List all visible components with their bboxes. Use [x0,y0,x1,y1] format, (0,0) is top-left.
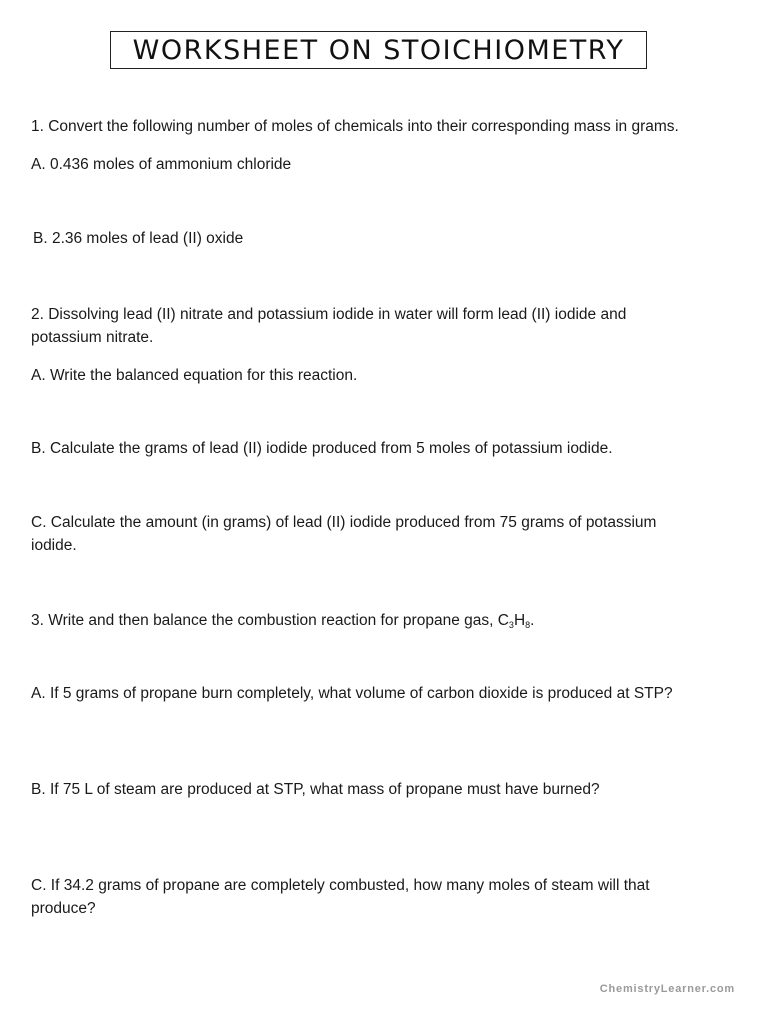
question-2-prompt [31,303,741,349]
question-1a: A. 0.436 moles of ammonium chloride [31,156,292,173]
formula-hydrogen: H [513,612,526,629]
question-2c [31,511,741,557]
question-1-prompt: 1. Convert the following number of moles of chemicals into their corresponding mass in grams. [31,118,679,135]
question-3c-line-2: produce? [31,900,96,917]
question-2c-line-1: C. Calculate the amount (in grams) of lead (II) iodide produced from 75 grams of potassium [31,514,657,531]
question-2a: A. Write the balanced equation for this reaction. [31,367,358,384]
question-3b: B. If 75 L of steam are produced at STP, what mass of propane must have burned? [31,781,600,798]
formula-subscript-3: 3 [508,620,514,630]
footer-watermark: ChemistryLearner.com [599,983,735,995]
question-3-prompt-text: 3. Write and then balance the combustion reaction for propane gas, C [31,612,509,629]
question-2b: B. Calculate the grams of lead (II) iodide produced from 5 moles of potassium iodide. [31,440,613,457]
question-2c-line-2: iodide. [31,537,77,554]
formula-period: . [530,612,535,629]
worksheet-title-box [110,31,647,69]
question-2-prompt-line-2: potassium nitrate. [31,329,154,346]
formula-subscript-8: 8 [525,620,531,630]
question-3-prompt [31,609,741,632]
question-1b: B. 2.36 moles of lead (II) oxide [33,230,244,247]
question-3c-line-1: C. If 34.2 grams of propane are completely combusted, how many moles of steam will that [31,877,650,894]
worksheet-title: WORKSHEET ON STOICHIOMETRY [132,34,625,66]
question-2-prompt-line-1: 2. Dissolving lead (II) nitrate and potassium iodide in water will form lead (II) iodide and [31,306,627,323]
question-3a: A. If 5 grams of propane burn completely, what volume of carbon dioxide is produced at STP? [31,685,673,702]
question-3c [31,874,741,920]
